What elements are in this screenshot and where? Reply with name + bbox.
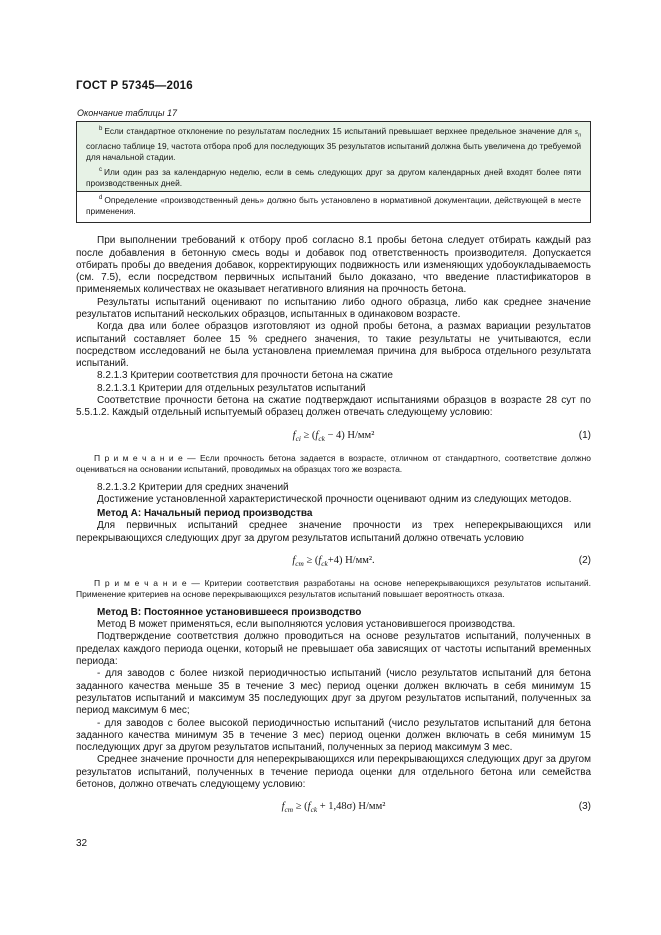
gost-number-header: ГОСТ Р 57345—2016 bbox=[76, 80, 193, 92]
footnote-c-text: Или один раз за календарную неделю, если в семь следующих друг за другом календарных дней входят более пяти производственных дней. bbox=[86, 166, 581, 188]
paragraph-method-b-applicability: Метод В может применяться, если выполняются условия установившегося производства. bbox=[97, 619, 516, 631]
table-footnotes-box bbox=[76, 121, 591, 223]
method-a-heading: Метод А: Начальный период производства bbox=[97, 508, 313, 520]
formula-2-number: (2) bbox=[578, 554, 591, 566]
table-continuation-caption: Окончание таблицы 17 bbox=[77, 108, 177, 118]
clause-heading-8-2-1-3: 8.2.1.3 Критерии соответствия для прочности бетона на сжатие bbox=[97, 370, 393, 382]
paragraph-sampling: При выполнении требований к отбору проб согласно 8.1 пробы бетона следует отбирать каждый раз после добавления в бетонную смесь воды и добавок под ответственность производителя. Допускается отбирать пробы до введения добавок, корректирующих подвижность или изменяющих удобоукладываемость (см. 7.5), если посредством первичных испытаний было доказано, что введение пластификаторов в применяемых количествах не оказывает негативного влияния на прочность бетона. bbox=[76, 235, 591, 296]
paragraph-assessment-period: Подтверждение соответствия должно проводиться на основе результатов испытаний, полученных в пределах каждого периода оценки, который не превышает оба зависящих от частоты испытаний временных периода: bbox=[76, 631, 591, 668]
note-after-formula-2: П р и м е ч а н и е — Критерии соответствия разработаны на основе неперекрывающихся результатов испытаний. Применение критериев на основе перекрывающихся результатов испытаний повышает вероятность отказа. bbox=[76, 578, 591, 599]
method-b-heading: Метод В: Постоянное установившееся производство bbox=[97, 606, 362, 618]
formula-2 bbox=[76, 555, 591, 568]
formula-1-expression: $f_{ci} \ge (f_{ck} - 4)$ Н/мм² bbox=[292, 429, 375, 443]
table-footnote-d bbox=[77, 191, 590, 222]
paragraph-method-a: Для первичных испытаний среднее значение прочности из трех неперекрывающихся или перекрывающихся следующих друг за другом результатов испытаний должно отвечать условию bbox=[76, 520, 591, 544]
paragraph-conformity-28-days: Соответствие прочности бетона на сжатие подтверждают испытаниями образцов в возрасте 28 сут по 5.5.1.2. Каждый отдельный испытуемый образец должен отвечать следующему условию: bbox=[76, 395, 591, 419]
footnote-b-mark: b bbox=[99, 126, 103, 133]
footnote-d-mark: d bbox=[99, 195, 103, 202]
footnote-c-mark: c bbox=[99, 167, 103, 174]
paragraph-characteristic-strength: Достижение установленной характеристической прочности оценивают одним из следующих методов. bbox=[97, 493, 572, 505]
table-footnote-b bbox=[77, 122, 590, 165]
footnote-b-text-2: согласно таблице 19, частота отбора проб для последующих 35 результатов испытаний должна быть увеличена до требуемой для начальной стадии. bbox=[86, 140, 581, 162]
formula-2-expression: $f_{cm} \ge (f_{ck}+4)$ Н/мм². bbox=[292, 554, 375, 569]
paragraph-mean-strength-condition: Среднее значение прочности для неперекрывающихся или перекрывающихся следующих друг за другом результатов испытаний, полученных в течение периода оценки для отдельного бетона или семейства бетонов, должно отвечать следующему условию: bbox=[76, 754, 591, 790]
page-number: 32 bbox=[76, 838, 88, 849]
list-item-high-frequency-plants: - для заводов с более высокой периодичностью испытаний (число результатов испытаний для бетона заданного качества минимум 35 в течение 3 мес) период оценки должен включать в себя минимум 15 последующих друг за другом результатов испытаний, полученных за период максимум 3 мес. bbox=[76, 717, 591, 754]
clause-heading-8-2-1-3-1: 8.2.1.3.1 Критерии для отдельных результатов испытаний bbox=[97, 382, 366, 394]
formula-1-number: (1) bbox=[578, 429, 591, 441]
formula-1 bbox=[76, 430, 591, 443]
paragraph-results-evaluation: Результаты испытаний оценивают по испытанию либо одного образца, либо как среднее значение результатов испытаний нескольких образцов, испытанных в одинаковом возрасте. bbox=[76, 296, 591, 320]
formula-3 bbox=[76, 801, 591, 814]
footnote-b-text-1: Если стандартное отклонение по результатам последних 15 испытаний превышает верхнее предельное значение для bbox=[104, 126, 575, 136]
footnote-d-text: Определение «производственный день» должно быть установлено в нормативной документации, действующей в месте применения. bbox=[86, 195, 581, 217]
note-after-formula-1: П р и м е ч а н и е — Если прочность бетона задается в возрасте, отличном от стандартного, соответствие должно оцениваться на основании испытаний, проводимых на образцах того же возраста. bbox=[76, 452, 591, 474]
clause-heading-8-2-1-3-2: 8.2.1.3.2 Критерии для средних значений bbox=[97, 481, 289, 493]
list-item-low-frequency-plants: - для заводов с более низкой периодичностью испытаний (число результатов испытаний для бетона заданного качества меньше 35 в течение 3 мес) период оценки должен включать в себя минимум 15 результатов испытаний и максимум 35 последующих друг за другом результатов испытаний, полученных за период максимум 6 мес; bbox=[76, 668, 591, 717]
paragraph-variation-range: Когда два или более образцов изготовляют из одной пробы бетона, а размах вариации результатов испытаний составляет более 15 % среднего значения, то такие результаты не учитываются, если посредством исследований не была установлена приемлемая причина для выброса отдельного результата испытаний. bbox=[76, 321, 591, 370]
formula-3-expression: $f_{cm} \ge (f_{ck} + 1,48\sigma)$ Н/мм² bbox=[281, 801, 386, 815]
footnote-b-symbol: $s_n$ bbox=[574, 127, 581, 139]
table-footnote-c bbox=[77, 165, 590, 191]
formula-3-number: (3) bbox=[578, 801, 591, 813]
